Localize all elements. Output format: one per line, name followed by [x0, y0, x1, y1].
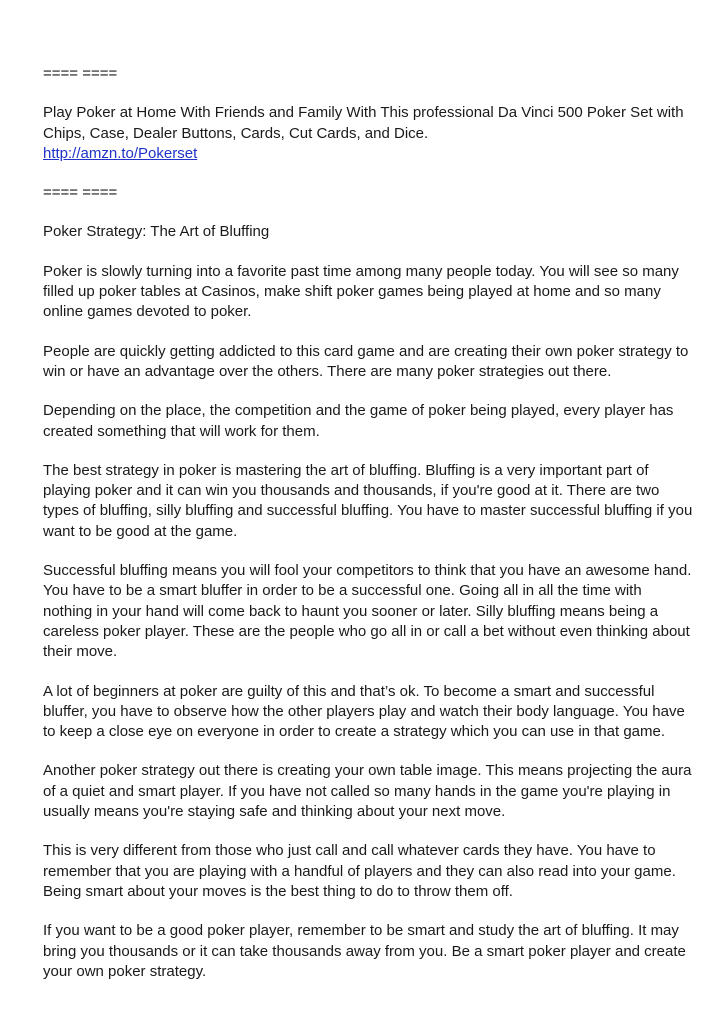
paragraph-7: Another poker strategy out there is creating your own table image. This means projecting the aura of a quiet and smart player. If you have not called so many hands in the game you're playing in usually means you're staying safe and thinking about your next move. — [43, 762, 692, 821]
paragraph-8: This is very different from those who just call and call whatever cards they have. You have to remember that you are playing with a handful of players and they can also read into your game. Being smart about your moves is the best thing to do to throw them off. — [43, 842, 676, 900]
paragraph-3: Depending on the place, the competition and the game of poker being played, every player has created something that will work for them. — [43, 402, 674, 440]
paragraph-5: Successful bluffing means you will fool your competitors to think that you have an awesome hand. You have to be a smart bluffer in order to be a successful one. Going all in all the time with nothing in your hand will come back to haunt you sooner or later. Silly bluffing means being a careless poker player. These are the people who go all in or call a bet without even thinking about their move. — [43, 562, 692, 661]
article-title: Poker Strategy: The Art of Bluffing — [43, 223, 270, 241]
promo-text: Play Poker at Home With Friends and Family With This professional Da Vinci 500 Poker Set with Chips, Case, Dealer Buttons, Cards, Cut Cards, and Dice. — [43, 104, 684, 142]
promo-block — [43, 103, 693, 164]
paragraph-4: The best strategy in poker is mastering the art of bluffing. Bluffing is a very important part of playing poker and it can win you thousands and thousands, if you're good at it. There are two types of bluffing, silly bluffing and successful bluffing. You have to master successful bluffing if you want to be good at the game. — [43, 461, 693, 540]
paragraph-6: A lot of beginners at poker are guilty of this and that’s ok. To become a smart and successful bluffer, you have to observe how the other players play and watch their body language. You have to keep a close eye on everyone in order to create a strategy which you can use in that game. — [43, 682, 685, 741]
document-page — [43, 64, 693, 1001]
paragraph-1: Poker is slowly turning into a favorite past time among many people today. You will see so many filled up poker tables at Casinos, make shift poker games being played at home and so many online games devoted to poker. — [43, 262, 679, 321]
separator-bottom: ==== ==== — [43, 184, 118, 202]
paragraph-9: If you want to be a good poker player, remember to be smart and study the art of bluffing. It may bring you thousands or it can take thousands away from you. Be a smart poker player and create your own poker strategy. — [43, 922, 686, 980]
separator-top: ==== ==== — [43, 65, 118, 82]
promo-link[interactable]: http://amzn.to/Pokerset — [43, 144, 198, 162]
paragraph-2: People are quickly getting addicted to this card game and are creating their own poker strategy to win or have an advantage over the others. There are many poker strategies out there. — [43, 342, 689, 380]
